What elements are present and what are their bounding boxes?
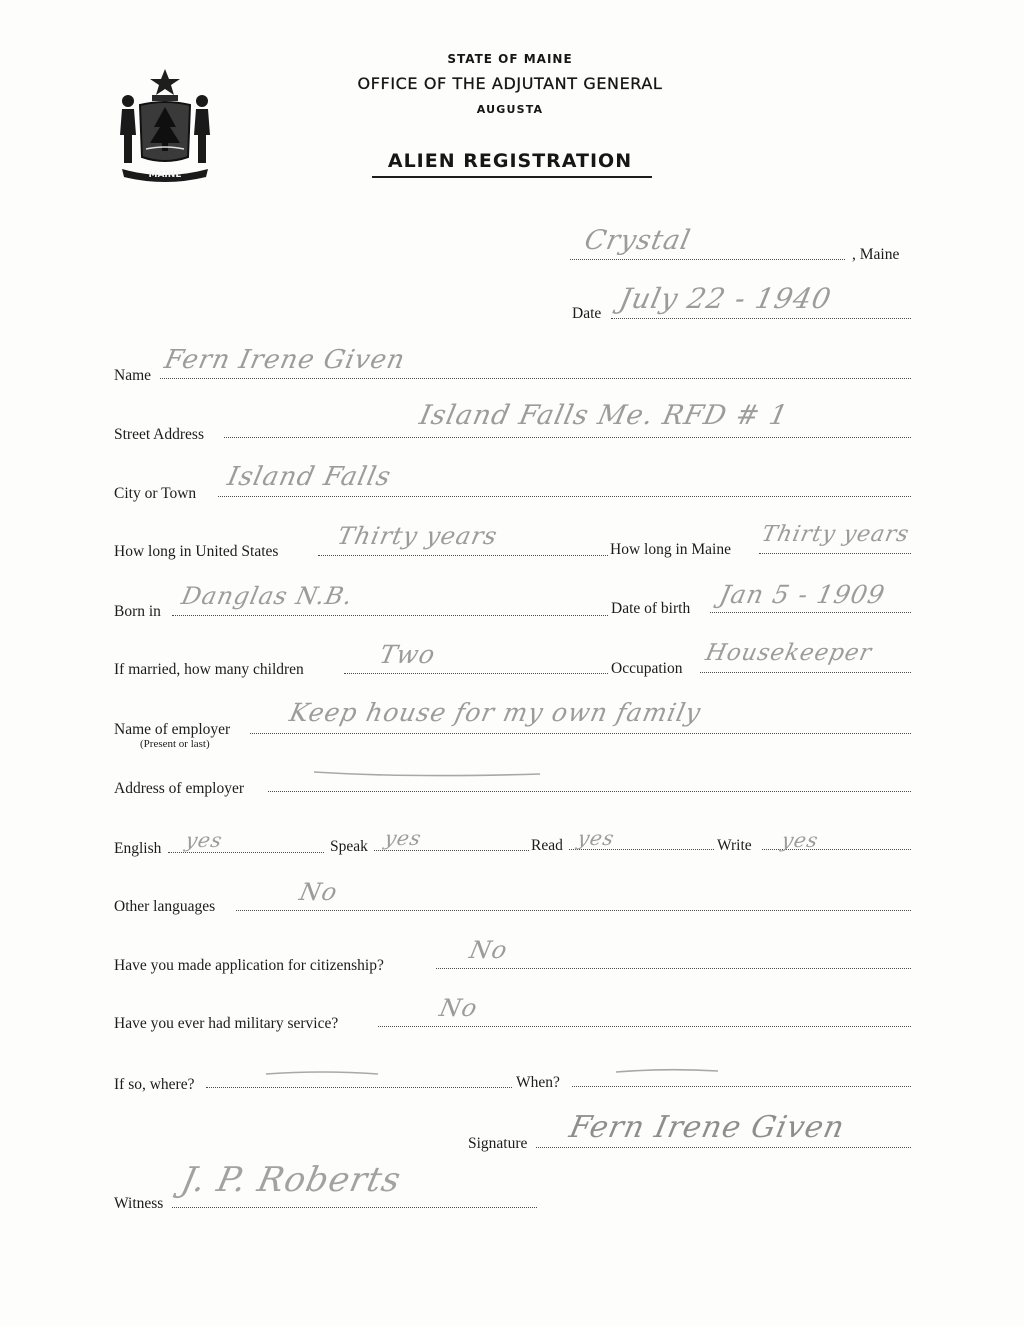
when-pencil-dash [612, 1062, 722, 1078]
witness-line [172, 1207, 537, 1208]
occupation-line [700, 672, 911, 673]
other-languages-value: No [297, 878, 341, 906]
name-label: Name [114, 367, 152, 384]
born-in-line [172, 615, 608, 616]
date-label: Date [572, 305, 602, 322]
city-town-value: Island Falls [224, 462, 395, 492]
date-of-birth-line [710, 612, 911, 613]
signature-value: Fern Irene Given [566, 1110, 849, 1145]
street-address-label: Street Address [114, 426, 204, 443]
name-line [160, 378, 911, 379]
where-label: If so, where? [114, 1076, 195, 1093]
how-long-maine-label: How long in Maine [610, 541, 731, 558]
write-value: yes [779, 828, 821, 852]
children-value: Two [376, 640, 439, 669]
form-title: ALIEN REGISTRATION [387, 150, 633, 172]
employer-line [250, 733, 911, 734]
speak-label: Speak [330, 838, 368, 855]
military-line [378, 1026, 911, 1027]
occupation-label: Occupation [611, 660, 683, 677]
date-of-birth-value: Jan 5 - 1909 [716, 580, 888, 609]
how-long-maine-line [759, 553, 911, 554]
how-long-us-line [318, 555, 608, 556]
english-line [168, 852, 324, 853]
military-label: Have you ever had military service? [114, 1015, 339, 1032]
english-value: yes [183, 828, 225, 852]
how-long-us-value: Thirty years [335, 522, 501, 550]
when-label: When? [516, 1074, 560, 1091]
maine-state-seal [112, 65, 218, 185]
office-heading: OFFICE OF THE ADJUTANT GENERAL [357, 74, 663, 93]
citizenship-value: No [467, 936, 511, 964]
english-label: English [114, 840, 162, 857]
signature-line [536, 1147, 911, 1148]
speak-value: yes [382, 826, 424, 850]
when-line [572, 1086, 911, 1087]
read-value: yes [575, 826, 617, 850]
name-value: Fern Irene Given [161, 345, 409, 375]
date-of-birth-label: Date of birth [611, 600, 691, 617]
citizenship-label: Have you made application for citizenship? [114, 957, 384, 974]
witness-label: Witness [114, 1195, 164, 1212]
date-line [611, 318, 911, 319]
employer-label: Name of employer [114, 721, 231, 738]
seal-banner-text: MAINE [148, 170, 182, 180]
witness-value: J. P. Roberts [177, 1160, 405, 1200]
born-in-label: Born in [114, 603, 161, 620]
town-value: Crystal [581, 225, 694, 256]
how-long-us-label: How long in United States [114, 543, 279, 560]
city-town-line [218, 496, 911, 497]
read-label: Read [531, 837, 563, 854]
town-line [570, 259, 845, 260]
children-label: If married, how many children [114, 661, 304, 678]
employer-note: (Present or last) [140, 738, 210, 750]
city-heading: AUGUSTA [476, 103, 544, 116]
title-underline [372, 176, 652, 178]
employer-address-pencil-dash [310, 760, 550, 784]
other-languages-label: Other languages [114, 898, 216, 915]
citizenship-line [436, 968, 911, 969]
where-pencil-dash [262, 1064, 382, 1080]
employer-address-label: Address of employer [114, 780, 244, 797]
military-value: No [437, 994, 481, 1022]
state-heading: STATE OF MAINE [447, 52, 573, 66]
speak-line [374, 850, 529, 851]
where-line [206, 1087, 512, 1088]
other-languages-line [236, 910, 911, 911]
write-label: Write [717, 837, 752, 854]
born-in-value: Danglas N.B. [179, 582, 356, 610]
date-value: July 22 - 1940 [616, 282, 835, 315]
signature-label: Signature [468, 1135, 528, 1152]
employer-value: Keep house for my own family [286, 698, 704, 727]
how-long-maine-value: Thirty years [759, 522, 912, 547]
city-town-label: City or Town [114, 485, 197, 502]
employer-address-line [268, 791, 911, 792]
maine-suffix-label: , Maine [852, 246, 900, 263]
children-line [344, 673, 608, 674]
occupation-value: Housekeeper [703, 640, 875, 666]
street-address-line [224, 437, 911, 438]
street-address-value: Island Falls Me. RFD # 1 [416, 400, 791, 431]
